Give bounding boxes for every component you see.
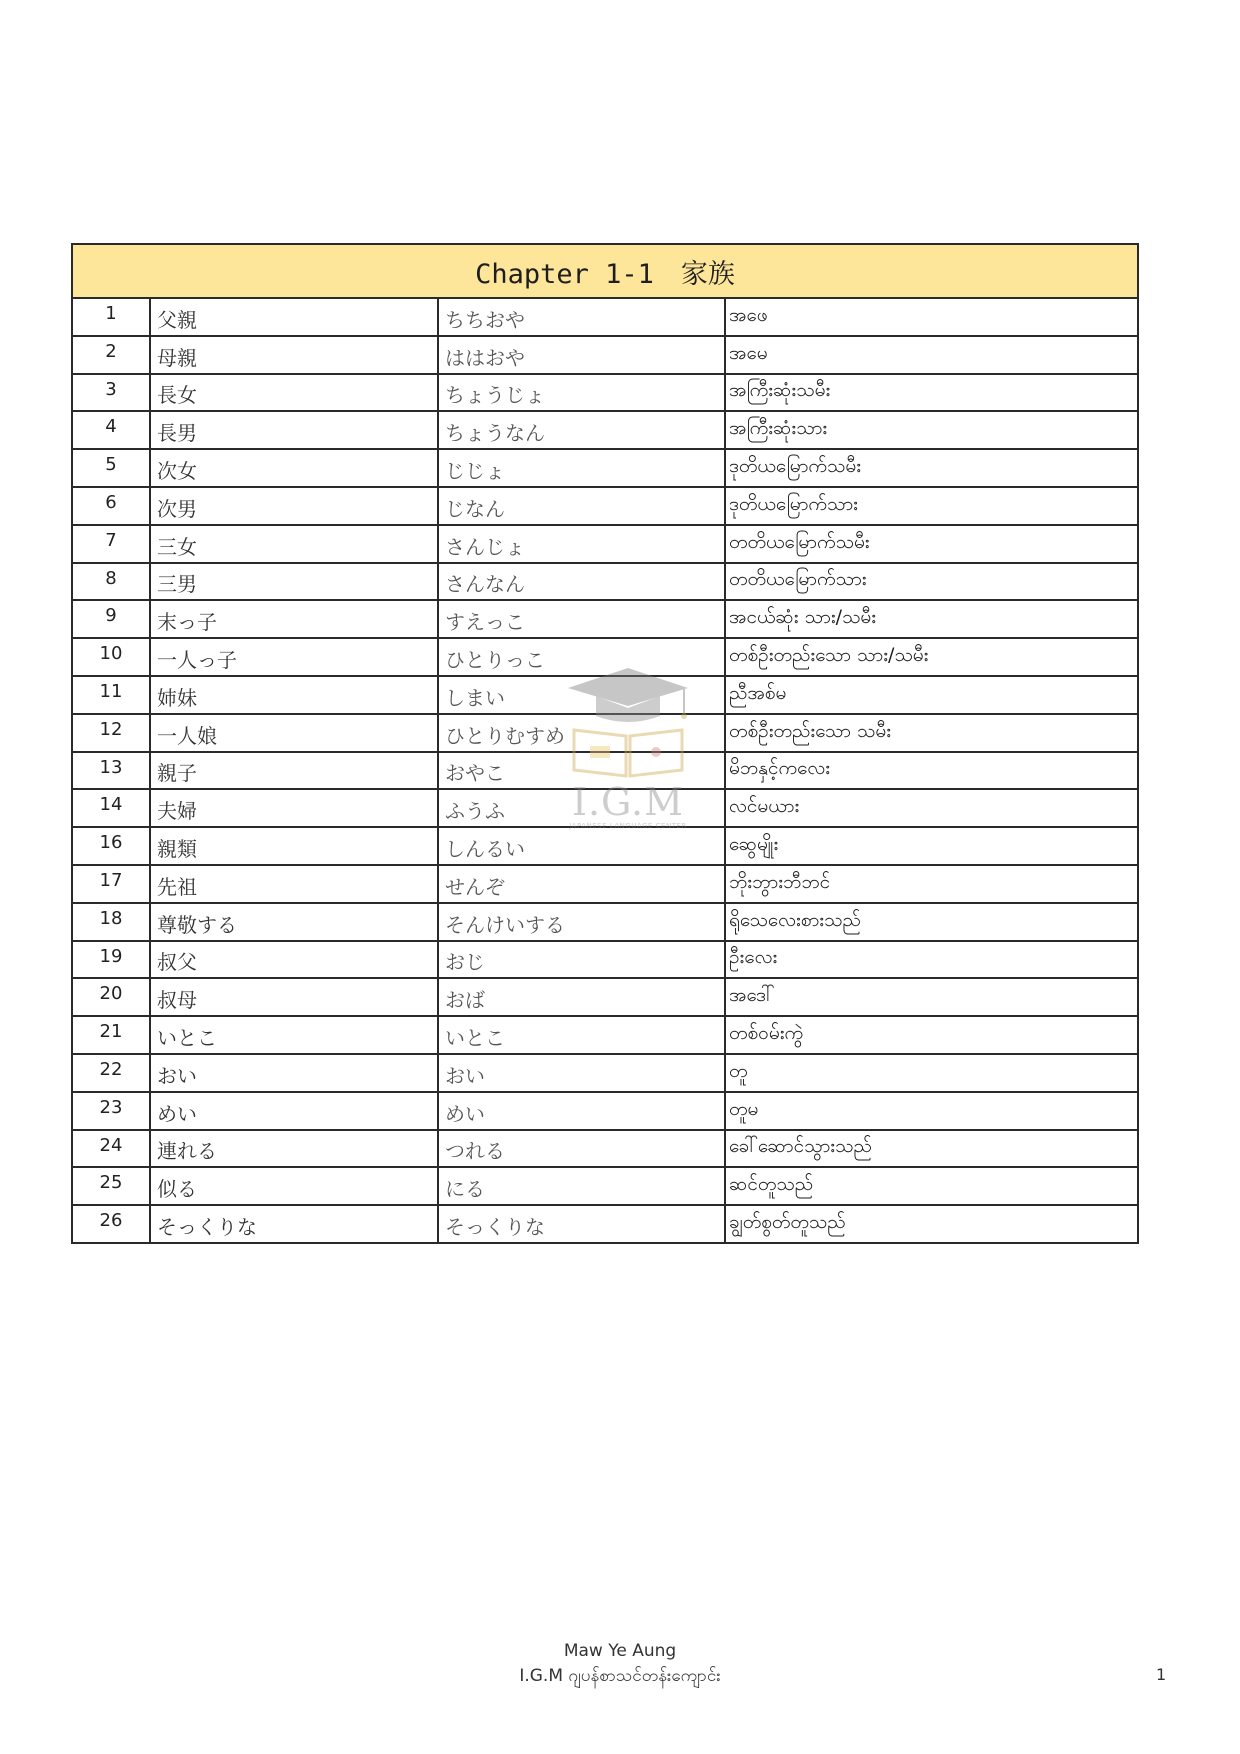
myanmar-meaning-cell: ရိုသေလေးစားသည်	[725, 903, 1138, 941]
kana-cell: ひとりむすめ	[438, 714, 725, 752]
row-number: 3	[72, 374, 150, 412]
table-row	[72, 714, 1138, 752]
kanji-cell: 長女	[150, 374, 438, 412]
myanmar-meaning-cell: ဒုတိယမြောက်သား	[725, 487, 1138, 525]
kanji-cell: 先祖	[150, 865, 438, 903]
row-number: 11	[72, 676, 150, 714]
table-row	[72, 941, 1138, 979]
row-number: 5	[72, 449, 150, 487]
row-number: 8	[72, 563, 150, 601]
row-number: 23	[72, 1092, 150, 1130]
myanmar-meaning-cell: တစ်ဦးတည်းသော သား/သမီး	[725, 638, 1138, 676]
table-row	[72, 676, 1138, 714]
table-row	[72, 411, 1138, 449]
kana-cell: すえっこ	[438, 600, 725, 638]
row-number: 25	[72, 1167, 150, 1205]
kanji-cell: そっくりな	[150, 1205, 438, 1243]
myanmar-meaning-cell: အမေ	[725, 336, 1138, 374]
table-row	[72, 1054, 1138, 1092]
row-number: 4	[72, 411, 150, 449]
myanmar-meaning-cell: အဖေ	[725, 298, 1138, 336]
kana-cell: にる	[438, 1167, 725, 1205]
kana-cell: いとこ	[438, 1016, 725, 1054]
kanji-cell: 叔父	[150, 941, 438, 979]
row-number: 26	[72, 1205, 150, 1243]
kana-cell: そっくりな	[438, 1205, 725, 1243]
kana-cell: しんるい	[438, 827, 725, 865]
kanji-cell: いとこ	[150, 1016, 438, 1054]
vocabulary-table	[71, 243, 1139, 1244]
kanji-cell: めい	[150, 1092, 438, 1130]
kana-cell: ははおや	[438, 336, 725, 374]
myanmar-meaning-cell: ချွတ်စွတ်တူသည်	[725, 1205, 1138, 1243]
row-number: 24	[72, 1130, 150, 1168]
kana-cell: おば	[438, 978, 725, 1016]
myanmar-meaning-cell: အငယ်ဆုံး သား/သမီး	[725, 600, 1138, 638]
table-row	[72, 789, 1138, 827]
table-row	[72, 827, 1138, 865]
footer-school: I.G.M ဂျပန်စာသင်တန်းကျောင်း	[519, 1666, 721, 1686]
kana-cell: おい	[438, 1054, 725, 1092]
table-row	[72, 336, 1138, 374]
table-row	[72, 449, 1138, 487]
kana-cell: おじ	[438, 941, 725, 979]
kanji-cell: 親類	[150, 827, 438, 865]
myanmar-meaning-cell: အဒေါ်	[725, 978, 1138, 1016]
kana-cell: そんけいする	[438, 903, 725, 941]
row-number: 13	[72, 752, 150, 790]
table-row	[72, 903, 1138, 941]
myanmar-meaning-cell: တတိယမြောက်သား	[725, 563, 1138, 601]
kana-cell: ちちおや	[438, 298, 725, 336]
kanji-cell: 姉妹	[150, 676, 438, 714]
kana-cell: ちょうじょ	[438, 374, 725, 412]
kanji-cell: 次女	[150, 449, 438, 487]
table-row	[72, 865, 1138, 903]
myanmar-meaning-cell: မိဘနှင့်ကလေး	[725, 752, 1138, 790]
kana-cell: ひとりっこ	[438, 638, 725, 676]
kana-cell: せんぞ	[438, 865, 725, 903]
kana-cell: じなん	[438, 487, 725, 525]
kanji-cell: 三女	[150, 525, 438, 563]
table-row	[72, 752, 1138, 790]
watermark-subtext: JAPANESE LANGUAGE CENTER	[569, 822, 687, 830]
page-number: 1	[1156, 1665, 1167, 1684]
table-row	[72, 638, 1138, 676]
table-row	[72, 487, 1138, 525]
row-number: 10	[72, 638, 150, 676]
myanmar-meaning-cell: တတိယမြောက်သမီး	[725, 525, 1138, 563]
row-number: 7	[72, 525, 150, 563]
kanji-cell: 母親	[150, 336, 438, 374]
myanmar-meaning-cell: ဆွေမျိုး	[725, 827, 1138, 865]
kana-cell: ちょうなん	[438, 411, 725, 449]
kanji-cell: 三男	[150, 563, 438, 601]
kanji-cell: 夫婦	[150, 789, 438, 827]
row-number: 17	[72, 865, 150, 903]
chapter-title: Chapter 1-1 家族	[72, 244, 1138, 298]
table-row	[72, 525, 1138, 563]
kanji-cell: 親子	[150, 752, 438, 790]
myanmar-meaning-cell: အကြီးဆုံးသမီး	[725, 374, 1138, 412]
row-number: 14	[72, 789, 150, 827]
myanmar-meaning-cell: ဒုတိယမြောက်သမီး	[725, 449, 1138, 487]
myanmar-meaning-cell: ဘိုးဘွားဘီဘင်	[725, 865, 1138, 903]
kanji-cell: 連れる	[150, 1130, 438, 1168]
table-row	[72, 600, 1138, 638]
vocabulary-rows	[72, 298, 1138, 1243]
row-number: 2	[72, 336, 150, 374]
row-number: 18	[72, 903, 150, 941]
kana-cell: しまい	[438, 676, 725, 714]
kana-cell: じじょ	[438, 449, 725, 487]
row-number: 6	[72, 487, 150, 525]
footer-author: Maw Ye Aung	[563, 1641, 677, 1661]
watermark-text: I.G.M	[571, 780, 685, 824]
myanmar-meaning-cell: လင်မယား	[725, 789, 1138, 827]
kanji-cell: おい	[150, 1054, 438, 1092]
myanmar-meaning-cell: ဦးလေး	[725, 941, 1138, 979]
table-row	[72, 563, 1138, 601]
myanmar-meaning-cell: ညီအစ်မ	[725, 676, 1138, 714]
kanji-cell: 一人っ子	[150, 638, 438, 676]
kana-cell: おやこ	[438, 752, 725, 790]
myanmar-meaning-cell: ဆင်တူသည်	[725, 1167, 1138, 1205]
table-row	[72, 1205, 1138, 1243]
kana-cell: さんなん	[438, 563, 725, 601]
row-number: 20	[72, 978, 150, 1016]
kanji-cell: 長男	[150, 411, 438, 449]
kanji-cell: 一人娘	[150, 714, 438, 752]
kanji-cell: 叔母	[150, 978, 438, 1016]
kana-cell: さんじょ	[438, 525, 725, 563]
kanji-cell: 次男	[150, 487, 438, 525]
row-number: 9	[72, 600, 150, 638]
kana-cell: めい	[438, 1092, 725, 1130]
table-row	[72, 1130, 1138, 1168]
table-row	[72, 1167, 1138, 1205]
row-number: 16	[72, 827, 150, 865]
table-row	[72, 298, 1138, 336]
myanmar-meaning-cell: တစ်ဦးတည်းသော သမီး	[725, 714, 1138, 752]
kanji-cell: 尊敬する	[150, 903, 438, 941]
row-number: 21	[72, 1016, 150, 1054]
row-number: 22	[72, 1054, 150, 1092]
table-row	[72, 374, 1138, 412]
table-row	[72, 978, 1138, 1016]
myanmar-meaning-cell: တူ	[725, 1054, 1138, 1092]
myanmar-meaning-cell: အကြီးဆုံးသား	[725, 411, 1138, 449]
myanmar-meaning-cell: တူမ	[725, 1092, 1138, 1130]
myanmar-meaning-cell: ခေါ်ဆောင်သွားသည်	[725, 1130, 1138, 1168]
myanmar-meaning-cell: တစ်ဝမ်းကွဲ	[725, 1016, 1138, 1054]
kana-cell: つれる	[438, 1130, 725, 1168]
row-number: 12	[72, 714, 150, 752]
kana-cell: ふうふ	[438, 789, 725, 827]
row-number: 1	[72, 298, 150, 336]
table-row	[72, 1016, 1138, 1054]
row-number: 19	[72, 941, 150, 979]
kanji-cell: 似る	[150, 1167, 438, 1205]
table-row	[72, 1092, 1138, 1130]
kanji-cell: 父親	[150, 298, 438, 336]
kanji-cell: 末っ子	[150, 600, 438, 638]
